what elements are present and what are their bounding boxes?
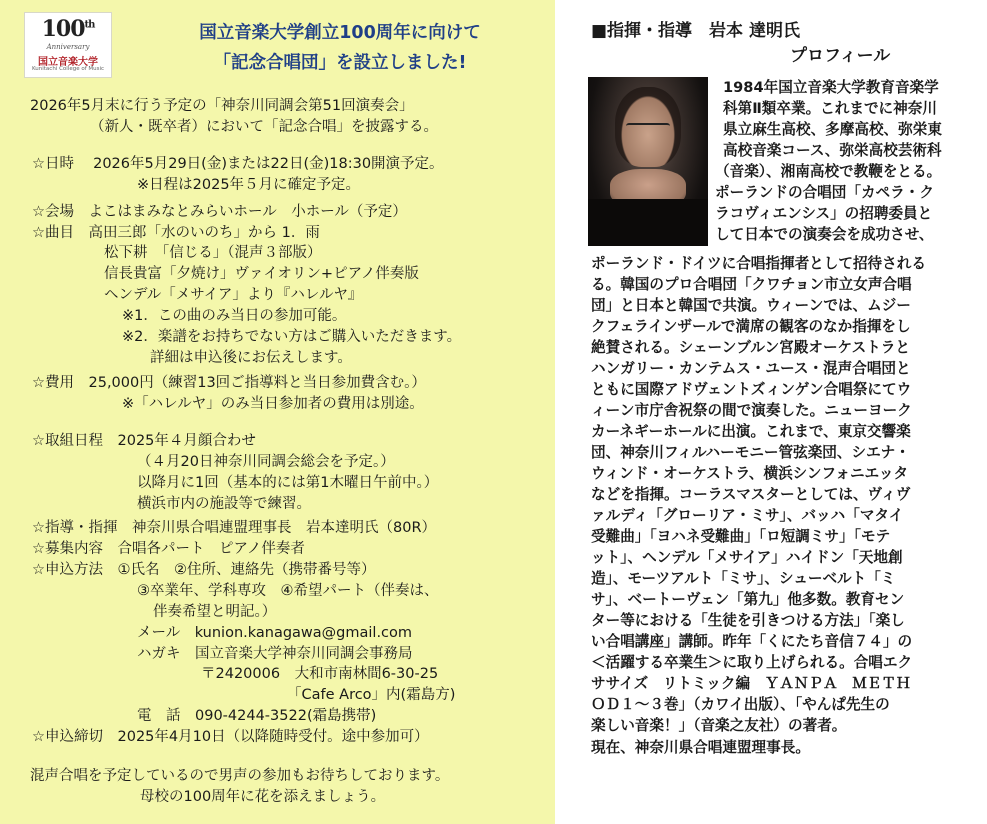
profile-line: 団」と日本と韓国で共演。ウィーンでは、ムジー	[591, 297, 911, 314]
profile-line: 県立麻生高校、多摩高校、弥栄東	[723, 121, 942, 138]
address-line: 「Cafe Arco」内(霜島方)	[287, 687, 456, 703]
headline-line-1: 国立音楽大学創立100周年に向けて	[199, 23, 481, 43]
logo-anniversary-text: Anniversary	[46, 43, 90, 51]
profile-line: ィーン市庁舎祝祭の間で演奏した。ニューヨーク	[591, 402, 912, 419]
profile-line: 高校音楽コース、弥栄高校芸術科	[723, 142, 942, 159]
intro-line: 2026年5月末に行う予定の「神奈川同調会第51回演奏会」	[30, 98, 414, 114]
profile-line: 楽しい音楽！」（音楽之友社）の著者。	[591, 717, 847, 734]
date-note: ※日程は2025年５月に確定予定。	[137, 177, 361, 193]
email-line[interactable]: メール kunion.kanagawa@gmail.com	[137, 625, 413, 641]
schedule-detail: 横浜市内の施設等で練習。	[137, 496, 311, 512]
schedule-detail: （４月20日神奈川同調会総会を予定。）	[137, 454, 395, 470]
fee-note: ※「ハレルヤ」のみ当日参加者の費用は別途。	[122, 396, 424, 412]
program-note: ※1．この曲のみ当日の参加可能。	[122, 308, 347, 324]
anniversary-logo	[24, 12, 112, 78]
recruit-line: ☆募集内容 合唱各パート ピアノ伴奏者	[32, 541, 305, 557]
profile-line: 造」、モーツアルト「ミサ」、シューベルト「ミ	[591, 570, 896, 587]
profile-line: ウィンド・オーケストラ、横浜シンフォニエッタ	[591, 465, 909, 482]
program-note: ※2．楽譜をお持ちでない方はご購入いただきます。	[122, 329, 462, 345]
profile-line: 1984年国立音楽大学教育音楽学	[723, 79, 939, 96]
program-item: ヘンデル「メサイア」より『ハレルヤ』	[104, 287, 363, 303]
schedule-detail: 以降月に1回（基本的には第1木曜日午前中。）	[137, 475, 439, 491]
profile-line: などを指揮。コーラスマスターとしては、ヴィヴ	[591, 486, 911, 503]
profile-line: ポーランドの合唱団「カペラ・ク	[715, 184, 934, 201]
phone-line: 電 話 090-4244-3522(霜島携帯)	[137, 708, 377, 724]
profile-line: ター等における「生徒を引きつける方法」「楽し	[591, 612, 905, 629]
profile-line: サ」、ベートーヴェン「第九」他多数。教育セン	[591, 591, 905, 608]
logo-college-name-en: Kunitachi College of Music	[31, 66, 105, 72]
profile-line: カーネギーホールに出演。これまで、東京交響楽	[591, 423, 911, 440]
apply-method-detail: 伴奏希望と明記。）	[153, 604, 277, 620]
profile-line: ット」、ヘンデル「メサイア」ハイドン「天地創	[591, 549, 903, 566]
postcard-line: ハガキ 国立音楽大学神奈川同調会事務局	[137, 646, 413, 662]
profile-line: 絶賛される。シェーンブルン宮殿オーケストラと	[591, 339, 910, 356]
date-line: ☆日時 2026年5月29日(金)または22日(金)18:30開演予定。	[32, 156, 444, 172]
schedule-line: ☆取組日程 2025年４月顔合わせ	[32, 433, 256, 449]
headline-line-2: 「記念合唱団」を設立しました!	[213, 53, 467, 73]
program-line: ☆曲目 高田三郎「水のいのち」から 1．雨	[32, 225, 320, 241]
apply-method-detail: ③卒業年、学科専攻 ④希望パート（伴奏は、	[137, 583, 439, 599]
profile-line: ァルディ「グローリア・ミサ」、バッハ「マタイ	[591, 507, 904, 524]
closing-line: 母校の100周年に花を添えましょう。	[140, 789, 386, 805]
profile-line: （音楽）、湘南高校で教鞭をとる。	[715, 163, 942, 180]
profile-line: ＜活躍する卒業生＞に取り上げられる。合唱エク	[591, 654, 913, 671]
logo-college-name: 国立音楽大学	[38, 57, 98, 68]
profile-line: ＯＤ１～３巻」（カワイ出版）、「やんぱ先生の	[591, 696, 890, 713]
profile-line: 団、神奈川フィルハーモニー管弦楽団、シエナ・	[591, 444, 910, 461]
profile-heading: ■指揮・指導 岩本 達明氏	[591, 21, 800, 41]
apply-method-line: ☆申込方法 ①氏名 ②住所、連絡先（携帯番号等）	[32, 562, 376, 578]
deadline-line: ☆申込締切 2025年4月10日（以降随時受付。途中参加可）	[32, 729, 429, 745]
conductor-photo	[588, 77, 708, 246]
conductor-line: ☆指導・指揮 神奈川県合唱連盟理事長 岩本達明氏（80R）	[32, 520, 437, 536]
profile-line: る。韓国のプロ合唱団「クワチョン市立女声合唱	[591, 276, 912, 293]
profile-line: クフェラインザールで満席の観客のなか指揮をし	[591, 318, 911, 335]
venue-line: ☆会場 よこはまみなとみらいホール 小ホール（予定）	[32, 204, 407, 220]
program-item: 松下耕 「信じる」（混声３部版）	[104, 245, 322, 261]
intro-line: （新人・既卒者）において「記念合唱」を披露する。	[90, 119, 438, 135]
profile-line: 科第Ⅱ類卒業。これまでに神奈川	[723, 100, 937, 117]
profile-subheading: プロフィール	[790, 46, 891, 66]
profile-line: 現在、神奈川県合唱連盟理事長。	[591, 739, 810, 756]
profile-line: ともに国際アドヴェントズィンゲン合唱祭にてウ	[591, 381, 912, 398]
profile-line: ラコヴィエンシス」の招聘委員と	[715, 205, 933, 222]
program-item: 信長貴富「夕焼け」ヴァイオリン+ピアノ伴奏版	[104, 266, 419, 282]
profile-line: い合唱講座」講師。昨年「くにたち音信７４」の	[591, 633, 913, 650]
profile-line: ポーランド・ドイツに合唱指揮者として招待される	[591, 255, 926, 272]
logo-number: 100th	[41, 16, 95, 42]
profile-line: 受難曲」「ヨハネ受難曲」「ロ短調ミサ」「モテ	[591, 528, 891, 545]
profile-line: して日本での演奏会を成功させ、	[715, 226, 934, 243]
address-line: 〒2420006 大和市南林間6-30-25	[201, 666, 439, 682]
profile-line: ハンガリー・カンテムス・ユース・混声合唱団と	[591, 360, 911, 377]
fee-line: ☆費用 25,000円（練習13回ご指導料と当日参加費含む。）	[32, 375, 426, 391]
closing-line: 混声合唱を予定しているので男声の参加もお待ちしております。	[30, 768, 450, 784]
profile-line: ササイズ リトミック編 ＹＡＮＰＡ ＭＥＴＨ	[591, 675, 911, 692]
program-note: 詳細は申込後にお伝えします。	[150, 350, 352, 366]
